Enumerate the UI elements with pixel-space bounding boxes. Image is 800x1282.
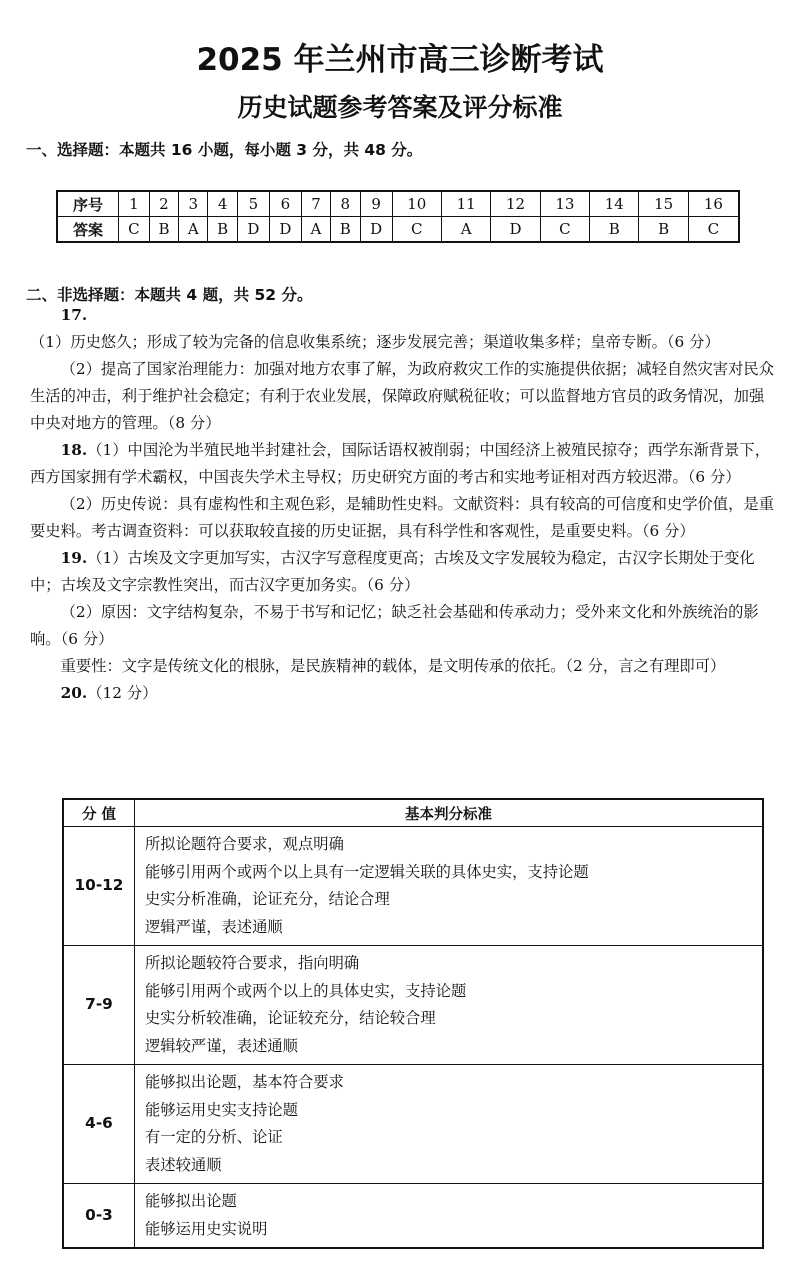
question-number-19: 19. bbox=[60, 549, 88, 567]
question-number: 11 bbox=[441, 191, 490, 217]
q19-importance: 重要性：文字是传统文化的根脉，是民族精神的载体，是文明传承的依托。（2 分，言之有理即可） bbox=[60, 657, 726, 675]
section2-heading: 二、非选择题：本题共 4 题，共 52 分。 bbox=[26, 286, 313, 304]
question-number-18: 18. bbox=[60, 441, 88, 459]
question-number: 9 bbox=[360, 191, 392, 217]
answer-cell: D bbox=[360, 217, 392, 243]
question-number: 16 bbox=[688, 191, 739, 217]
criteria-cell bbox=[135, 946, 764, 1065]
criteria-line: 所拟论题符合要求，观点明确 bbox=[145, 835, 344, 853]
answer-cell: C bbox=[392, 217, 441, 243]
criteria-line: 所拟论题较符合要求，指向明确 bbox=[145, 954, 360, 972]
answer-cell: B bbox=[149, 217, 179, 243]
answer-cell: D bbox=[491, 217, 540, 243]
criteria-line: 有一定的分析、论证 bbox=[145, 1128, 283, 1146]
criteria-line: 能够运用史实说明 bbox=[145, 1219, 268, 1238]
section2-body bbox=[30, 302, 775, 707]
score-range: 0-3 bbox=[63, 1184, 135, 1249]
score-range: 7-9 bbox=[63, 946, 135, 1065]
question-number: 13 bbox=[540, 191, 589, 217]
question-number: 14 bbox=[590, 191, 639, 217]
score-range: 10-12 bbox=[63, 827, 135, 946]
section1-heading: 一、选择题：本题共 16 小题，每小题 3 分，共 48 分。 bbox=[26, 141, 423, 159]
q19-part1 bbox=[30, 545, 775, 599]
answer-cell: C bbox=[688, 217, 739, 243]
answer-table-answer-row bbox=[57, 217, 739, 243]
question-number: 15 bbox=[639, 191, 688, 217]
question-number-20: 20. bbox=[60, 684, 88, 702]
criteria-cell bbox=[135, 827, 764, 946]
exam-subtitle: 历史试题参考答案及评分标准 bbox=[237, 93, 563, 122]
answer-table-number-row bbox=[57, 191, 739, 217]
q17-part1-text: （1）历史悠久；形成了较为完备的信息收集系统；逐步发展完善；渠道收集多样；皇帝专断。（6 分） bbox=[30, 333, 720, 351]
row-label-answer: 答案 bbox=[57, 217, 119, 243]
exam-title: 2025 年兰州市高三诊断考试 bbox=[196, 42, 604, 78]
column-header-criteria: 基本判分标准 bbox=[135, 799, 764, 827]
criteria-line: 能够运用史实支持论题 bbox=[145, 1100, 298, 1119]
q18-part1 bbox=[30, 437, 775, 491]
question-number: 2 bbox=[149, 191, 179, 217]
criteria-line: 能够引用两个或两个以上的具体史实，支持论题 bbox=[145, 981, 467, 1000]
answer-cell: A bbox=[301, 217, 330, 243]
criteria-line: 史实分析准确，论证充分，结论合理 bbox=[145, 890, 390, 908]
question-number: 4 bbox=[208, 191, 238, 217]
question-number: 7 bbox=[301, 191, 330, 217]
answer-table bbox=[56, 190, 740, 243]
answer-cell: C bbox=[119, 217, 150, 243]
question-number: 6 bbox=[269, 191, 301, 217]
question-number: 12 bbox=[491, 191, 540, 217]
q20-heading bbox=[30, 680, 775, 707]
criteria-line: 能够拟出论题 bbox=[145, 1192, 237, 1210]
row-label-number: 序号 bbox=[57, 191, 119, 217]
criteria-cell bbox=[135, 1184, 764, 1249]
q19-part2: （2）原因：文字结构复杂，不易于书写和记忆；缺乏社会基础和传承动力；受外来文化和外族统治的影响。（6 分） bbox=[30, 603, 759, 648]
scoring-table-header bbox=[63, 799, 763, 827]
criteria-line: 逻辑严谨，表述通顺 bbox=[145, 917, 283, 936]
answer-cell: B bbox=[590, 217, 639, 243]
scoring-row bbox=[63, 1065, 763, 1184]
question-number-17: 17. bbox=[60, 306, 88, 324]
scoring-row bbox=[63, 827, 763, 946]
answer-cell: A bbox=[441, 217, 490, 243]
criteria-cell bbox=[135, 1065, 764, 1184]
score-range: 4-6 bbox=[63, 1065, 135, 1184]
scoring-row bbox=[63, 946, 763, 1065]
q17-part1 bbox=[30, 302, 775, 356]
q17-part2: （2）提高了国家治理能力：加强对地方农事了解，为政府救灾工作的实施提供依据；减轻自然灾害对民众生活的冲击，利于维护社会稳定；有利于农业发展，保障政府赋税征收；可以监督地方官员的政务情况，加强中央对地方的管理。（8 分） bbox=[30, 360, 774, 432]
scoring-row bbox=[63, 1184, 763, 1249]
criteria-line: 能够拟出论题，基本符合要求 bbox=[145, 1073, 344, 1091]
answer-cell: B bbox=[331, 217, 361, 243]
q18-part1-text: （1）中国沦为半殖民地半封建社会，国际话语权被削弱；中国经济上被殖民掠夺；西学东渐背景下，西方国家拥有学术霸权，中国丧失学术主导权；历史研究方面的考古和实地考证相对西方较迟滞。（6 分） bbox=[30, 441, 771, 486]
question-number: 10 bbox=[392, 191, 441, 217]
criteria-line: 逻辑较严谨，表述通顺 bbox=[145, 1036, 298, 1055]
criteria-line: 能够引用两个或两个以上具有一定逻辑关联的具体史实，支持论题 bbox=[145, 862, 589, 881]
answer-cell: B bbox=[639, 217, 688, 243]
question-number: 5 bbox=[237, 191, 269, 217]
question-number: 8 bbox=[331, 191, 361, 217]
criteria-line: 表述较通顺 bbox=[145, 1155, 222, 1174]
answer-cell: D bbox=[269, 217, 301, 243]
scoring-table bbox=[62, 798, 764, 1249]
q19-part1-text: （1）古埃及文字更加写实，古汉字写意程度更高；古埃及文字发展较为稳定，古汉字长期处于变化中；古埃及文字宗教性突出，而古汉字更加务实。（6 分） bbox=[30, 549, 755, 594]
criteria-line: 史实分析较准确，论证较充分，结论较合理 bbox=[145, 1009, 436, 1027]
question-number: 1 bbox=[119, 191, 150, 217]
answer-cell: C bbox=[540, 217, 589, 243]
question-number: 3 bbox=[179, 191, 208, 217]
q18-part2: （2）历史传说：具有虚构性和主观色彩，是辅助性史料。文献资料：具有较高的可信度和史学价值，是重要史料。考古调查资料：可以获取较直接的历史证据，具有科学性和客观性，是重要史料。（6 分） bbox=[30, 495, 774, 540]
q20-points: （12 分） bbox=[87, 684, 158, 702]
answer-cell: B bbox=[208, 217, 238, 243]
column-header-score: 分 值 bbox=[63, 799, 135, 827]
answer-cell: A bbox=[179, 217, 208, 243]
answer-cell: D bbox=[237, 217, 269, 243]
